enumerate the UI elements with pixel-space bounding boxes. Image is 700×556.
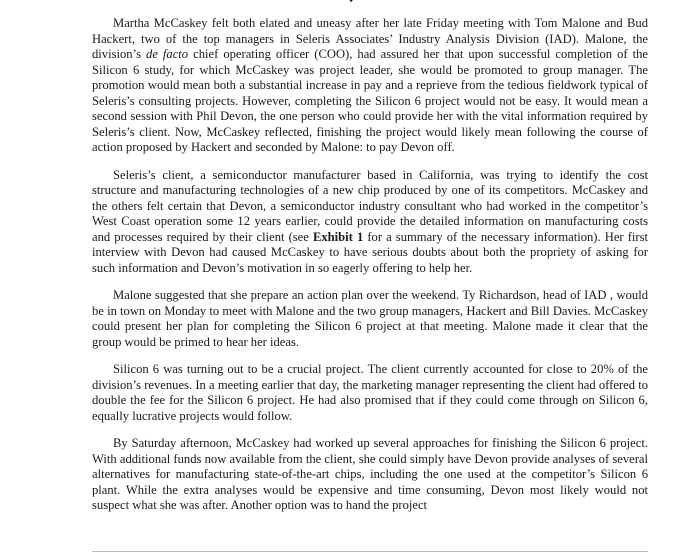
document-page xyxy=(92,16,648,526)
paragraph-5 xyxy=(92,436,648,514)
paragraph-2-text-a: Seleris’s client, a semiconductor manufacturer based in California, was trying to identify the cost structure and manufacturing technologies of a new chip produced by one of its competitors. McCaskey and the others felt certain that Devon, a semiconductor industry consultant who had worked in the competitor’s West Coast operation some 12 years earlier, could provide the detailed information on manufacturing costs and processes required by their client (see xyxy=(92,167,648,244)
paragraph-2-text-b: for a summary of the necessary information). Her first interview with Devon had caused McCaskey to have serious doubts about both the propriety of asking for such information and Devon’s motivation in so eagerly offering to help her. xyxy=(92,229,648,275)
paragraph-1-text-b: chief operating officer (COO), had assured her that upon successful completion of the Silicon 6 study, for which McCaskey was project leader, she would be promoted to group manager. The promotion would mean both a substantial increase in pay and a reprieve from the tedious fieldwork typical of Seleris’s consulting projects. However, completing the Silicon 6 project would not be easy. It would mean a second session with Phil Devon, the one person who could provide her with the vital information required by Seleris’s client. Now, McCaskey reflected, finishing the project would likely mean following the course of action proposed by Hackert and seconded by Malone: to pay Devon off. xyxy=(92,47,648,154)
paragraph-3 xyxy=(92,288,648,350)
paragraph-4 xyxy=(92,362,648,424)
cropped-heading-fragment xyxy=(345,0,359,2)
paragraph-1 xyxy=(92,16,648,156)
exhibit-reference: Exhibit 1 xyxy=(312,229,364,244)
paragraph-5-text: By Saturday afternoon, McCaskey had worked up several approaches for finishing the Silicon 6 project. With additional funds now available from the client, she could simply have Devon provide analyses of several alternatives for manufacturing state-of-the-art chips, including the one used at the competitor’s Silicon 6 plant. While the extra analyses would be expensive and time consuming, Devon most likely would not suspect what she was after. Another option was to hand the project xyxy=(92,436,648,512)
paragraph-1-italic-de-facto: de facto xyxy=(146,47,189,61)
paragraph-1-text-a: Martha McCaskey felt both elated and uneasy after her late Friday meeting with Tom Malone and Bud Hackert, two of the top managers in Seleris Associates’ Industry Analysis Division (IAD). Malone, the division’s xyxy=(92,16,648,61)
paragraph-2 xyxy=(92,168,648,277)
page-bottom-rule xyxy=(92,551,648,552)
paragraph-4-text: Silicon 6 was turning out to be a crucial project. The client currently accounted for close to 20% of the division’s revenues. In a meeting earlier that day, the marketing manager representing the client had offered to double the fee for the Silicon 6 project. He had also promised that if they could come through on Silicon 6, equally lucrative projects would follow. xyxy=(92,362,648,423)
paragraph-3-text: Malone suggested that she prepare an action plan over the weekend. Ty Richardson, head of IAD , would be in town on Monday to meet with Malone and the two group managers, Hackert and Bill Davies. McCaskey could present her plan for completing the Silicon 6 project at that meeting. Malone made it clear that the group would be primed to hear her ideas. xyxy=(92,288,648,349)
